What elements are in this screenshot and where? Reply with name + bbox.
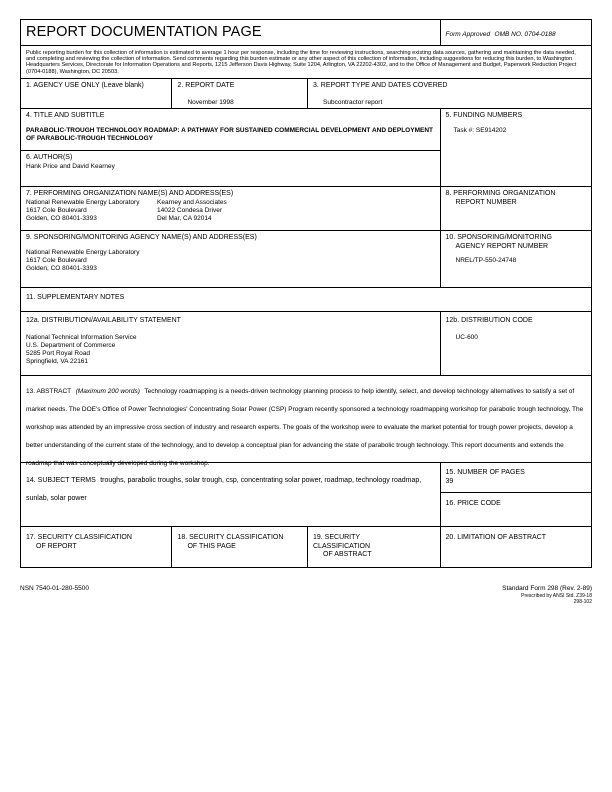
omb-number: OMB NO. 0704-0188 xyxy=(494,31,556,38)
security-page-block xyxy=(172,527,308,567)
form-code: 298-102 xyxy=(573,599,592,605)
abstract-label-note: (Maximum 200 words) xyxy=(75,388,140,395)
security-abstract-label-2: CLASSIFICATION xyxy=(313,542,371,550)
report-date-block xyxy=(172,79,308,108)
agency-report-number-value: NREL/TP-550-24748 xyxy=(455,257,517,264)
distribution-line: 5285 Port Royal Road xyxy=(26,349,90,357)
report-type-block xyxy=(308,79,591,108)
limitation-abstract-block xyxy=(441,527,591,567)
agency-use-label: 1. AGENCY USE ONLY (Leave blank) xyxy=(26,82,144,89)
security-report-label-2: OF REPORT xyxy=(36,542,77,550)
distribution-statement-label: 12a. DISTRIBUTION/AVAILABILITY STATEMENT xyxy=(26,317,181,324)
agency-report-number-label-2: AGENCY REPORT NUMBER xyxy=(455,242,549,250)
security-abstract-label-3: OF ABSTRACT xyxy=(323,551,372,558)
abstract-block xyxy=(21,376,591,467)
org1-line: Golden, CO 80401-3393 xyxy=(26,214,97,222)
price-code-label: 16. PRICE CODE xyxy=(445,500,501,507)
sponsoring-agency-block xyxy=(21,231,441,287)
report-date-value: November 1998 xyxy=(187,98,234,106)
performing-org-1 xyxy=(26,199,143,223)
org1-line: 1617 Cole Boulevard xyxy=(26,206,87,214)
nsn-number: NSN 7540-01-280-5500 xyxy=(20,585,90,592)
row-blocks-9-10 xyxy=(21,231,591,288)
performing-report-number-label-2: REPORT NUMBER xyxy=(455,198,517,206)
supplementary-notes-label: 11. SUPPLEMENTARY NOTES xyxy=(26,294,125,301)
agency-report-number-block xyxy=(441,231,591,287)
distribution-code-value: UC-600 xyxy=(455,333,478,341)
number-of-pages-block xyxy=(441,463,591,493)
title-label: 4. TITLE AND SUBTITLE xyxy=(26,112,105,119)
performing-org-addresses xyxy=(26,199,435,223)
form-footer-right xyxy=(502,585,592,605)
title-value: PARABOLIC-TROUGH TECHNOLOGY ROADMAP: A PATHWAY FOR SUSTAINED COMMERCIAL DEVELOPMENT AND DEPLOYMENT OF PARABOLIC-TROUGH TECHNOLOGY xyxy=(26,126,433,142)
limitation-abstract-label: 20. LIMITATION OF ABSTRACT xyxy=(445,534,547,541)
funding-numbers-block xyxy=(441,109,592,186)
row-blocks-1-3 xyxy=(21,79,591,109)
author-value: Hank Price and David Kearney xyxy=(26,162,115,170)
row-blocks-7-8 xyxy=(21,187,591,231)
distribution-code-label: 12b. DISTRIBUTION CODE xyxy=(445,317,533,324)
sponsoring-agency-address xyxy=(26,249,435,273)
row-blocks-14-16 xyxy=(21,463,591,527)
row-blocks-4-6 xyxy=(21,109,591,187)
report-date-label: 2. REPORT DATE xyxy=(177,82,235,89)
subject-terms-label: 14. SUBJECT TERMS xyxy=(26,477,96,484)
security-report-label: 17. SECURITY CLASSIFICATION xyxy=(26,534,132,541)
performing-report-number-label: 8. PERFORMING ORGANIZATION xyxy=(445,190,556,197)
sponsor-line: 1617 Cole Boulevard xyxy=(26,256,87,264)
distribution-line: Springfield, VA 22161 xyxy=(26,357,89,365)
distribution-statement-block xyxy=(21,312,441,375)
agency-use-block xyxy=(21,79,172,108)
number-of-pages-value: 39 xyxy=(445,477,454,485)
supplementary-notes-block xyxy=(21,288,591,311)
performing-report-number-block xyxy=(441,187,591,230)
funding-numbers-value: Task #: SE914202 xyxy=(453,126,507,134)
page-title: REPORT DOCUMENTATION PAGE xyxy=(21,20,441,45)
sponsor-line: Golden, CO 80401-3393 xyxy=(26,264,97,272)
security-page-label-2: OF THIS PAGE xyxy=(187,542,236,550)
distribution-address xyxy=(26,334,435,366)
report-type-label: 3. REPORT TYPE AND DATES COVERED xyxy=(313,82,448,89)
title-author-column xyxy=(21,109,441,186)
security-abstract-label: 19. SECURITY xyxy=(313,534,361,541)
row-block-13 xyxy=(21,376,591,467)
security-page-label: 18. SECURITY CLASSIFICATION xyxy=(177,534,284,541)
org2-line: Del Mar, CA 92014 xyxy=(157,214,212,222)
form-approved-block xyxy=(441,20,591,45)
pages-price-column xyxy=(441,463,591,526)
subject-terms-block xyxy=(21,463,441,526)
burden-statement: Public reporting burden for this collection of information is estimated to average 1 hour per response, including the time for reviewing instructions, searching existing data sources, gathering and maintaining the data needed, and completing and reviewing the collection of information. Send comments regarding this burden estimate or any other aspect of this collection of information, including suggestions for reducing this burden, to Washington Headquarters Services, Directorate for Information Operations and Reports, 1215 Jefferson Davis Highway, Suite 1204, Arlington, VA 22202-4302, and to the Office of Management and Budget, Paperwork Reduction Project (0704-0188), Washington, DC 20503. xyxy=(26,50,577,75)
header-row xyxy=(21,20,591,46)
distribution-code-block xyxy=(441,312,591,375)
security-abstract-block xyxy=(308,527,441,567)
security-report-block xyxy=(21,527,172,567)
agency-report-number-label: 10. SPONSORING/MONITORING xyxy=(445,234,552,241)
funding-numbers-label: 5. FUNDING NUMBERS xyxy=(445,112,523,119)
sponsoring-agency-label: 9. SPONSORING/MONITORING AGENCY NAME(S) AND ADDRESS(ES) xyxy=(26,234,257,241)
title-block xyxy=(21,109,440,151)
row-blocks-12 xyxy=(21,312,591,376)
distribution-line: National Technical Information Service xyxy=(26,333,137,341)
author-label: 6. AUTHOR(S) xyxy=(26,154,73,161)
price-code-block xyxy=(441,493,591,526)
subject-terms-value: troughs, parabolic troughs, solar trough, csp, concentrating solar power, roadmap, technology roadmap, sunlab, solar power xyxy=(26,477,422,502)
performing-org-block xyxy=(21,187,441,230)
abstract-label: 13. ABSTRACT xyxy=(26,388,72,395)
distribution-line: U.S. Department of Commerce xyxy=(26,341,116,349)
standard-form-label: Standard Form 298 (Rev. 2-89) xyxy=(502,585,592,592)
org1-line: National Renewable Energy Laboratory xyxy=(26,198,140,206)
report-documentation-form xyxy=(20,19,592,568)
sponsor-line: National Renewable Energy Laboratory xyxy=(26,248,140,256)
performing-org-2 xyxy=(157,199,227,223)
report-type-value: Subcontractor report xyxy=(323,98,383,106)
prescribed-label: Prescribed by ANSI Std. Z39-18 xyxy=(521,593,592,599)
author-block xyxy=(21,151,440,186)
row-block-11 xyxy=(21,288,591,312)
row-blocks-17-20 xyxy=(21,527,591,567)
burden-row xyxy=(21,46,591,79)
org2-line: 14022 Condesa Driver xyxy=(157,206,223,214)
org2-line: Kearney and Associates xyxy=(157,198,227,206)
number-of-pages-label: 15. NUMBER OF PAGES xyxy=(445,469,525,476)
performing-org-label: 7. PERFORMING ORGANIZATION NAME(S) AND ADDRESS(ES) xyxy=(26,190,234,197)
form-approved-label: Form Approved xyxy=(445,31,491,38)
abstract-text: Technology roadmapping is a needs-driven technology planning process to help identify, select, and develop technology alternatives to satisfy a set of market needs. The DOE's Office of Power Technologies' Concentrating Solar Power (CSP) Program recently sponsored a technology roadmapping workshop for parabolic trough technology. The workshop was attended by an impressive cross section of industry and research experts. The goals of the workshop were to evaluate the market potential for trough power projects, develop a better understanding of the current state of the technology, and to develop a conceptual plan for advancing the state of parabolic trough technology. This report documents and extends the roadmap that was conceptually developed during the workshop. xyxy=(26,388,584,467)
